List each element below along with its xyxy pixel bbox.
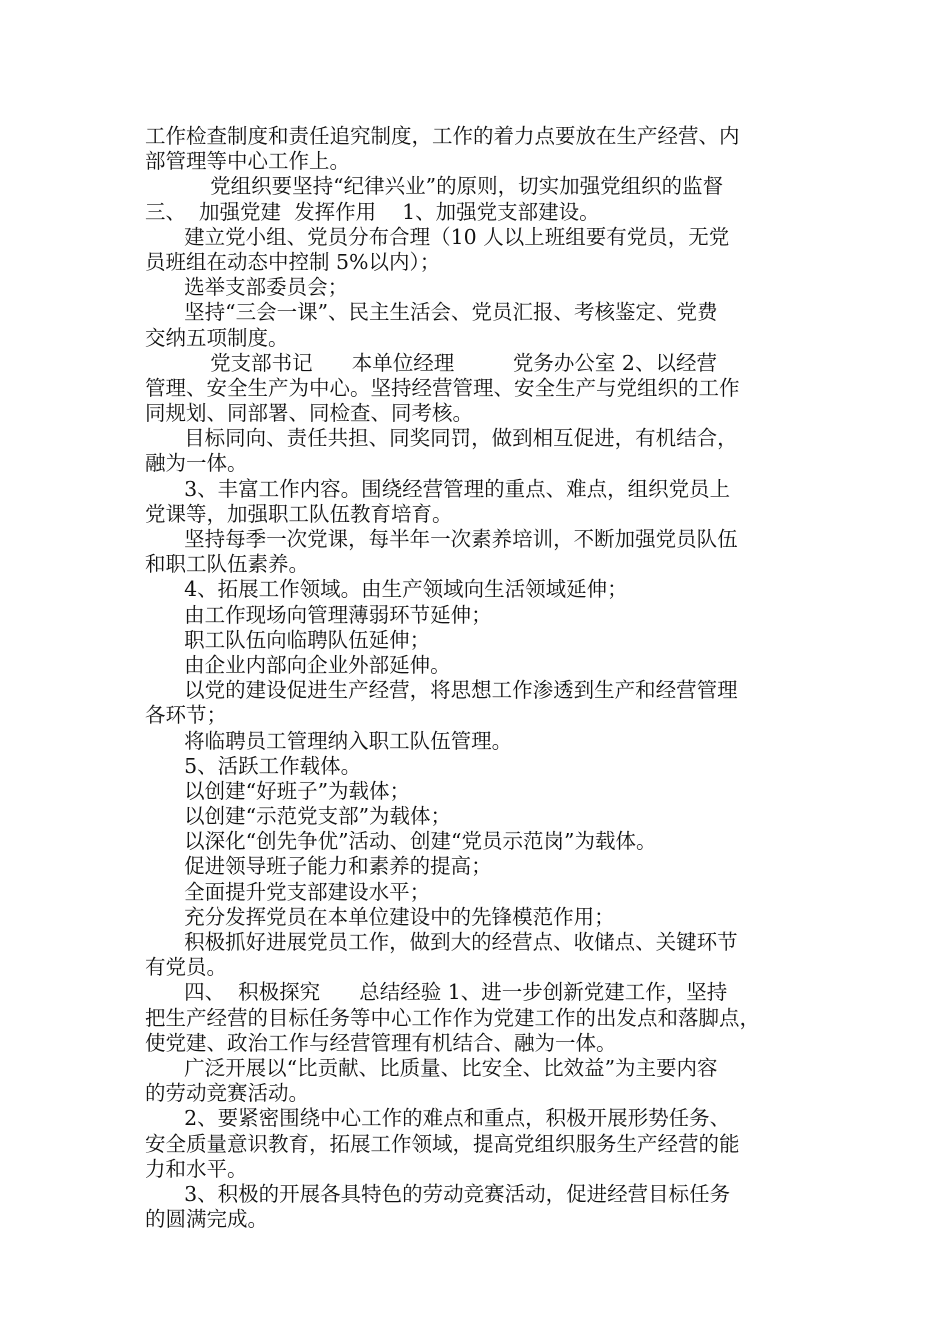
text-line: 坚持“三会一课”、民主生活会、党员汇报、考核鉴定、党费 bbox=[145, 300, 718, 325]
text-line: 建立党小组、党员分布合理（10 人以上班组要有党员，无党 bbox=[145, 224, 730, 249]
text-line: 4、拓展工作领域。由生产领域向生活领域延伸； bbox=[145, 577, 628, 602]
text-line: 力和水平。 bbox=[145, 1156, 248, 1181]
text-line: 促进领导班子能力和素养的提高； bbox=[145, 854, 492, 879]
text-line: 有党员。 bbox=[145, 955, 227, 980]
text-line: 的圆满完成。 bbox=[145, 1207, 268, 1232]
text-line: 广泛开展以“比贡献、比质量、比安全、比效益”为主要内容 bbox=[145, 1055, 718, 1080]
text-line: 把生产经营的目标任务等中心工作作为党建工作的出发点和落脚点， bbox=[145, 1005, 760, 1030]
text-line: 由工作现场向管理薄弱环节延伸； bbox=[145, 602, 492, 627]
text-line: 坚持每季一次党课，每半年一次素养培训，不断加强党员队伍 bbox=[145, 527, 738, 551]
text-line: 员班组在动态中控制 5%以内）； bbox=[145, 249, 441, 274]
text-line: 以创建“示范党支部”为载体； bbox=[145, 804, 452, 829]
text-line: 党支部书记 本单位经理 党务办公室 2、以经营 bbox=[145, 350, 717, 375]
text-line: 管理、安全生产为中心。坚持经营管理、安全生产与党组织的工作 bbox=[145, 375, 740, 400]
text-line: 全面提升党支部建设水平； bbox=[145, 879, 431, 904]
text-line: 5、活跃工作载体。 bbox=[145, 753, 362, 778]
document-body bbox=[145, 124, 835, 1232]
text-line: 充分发挥党员在本单位建设中的先锋模范作用； bbox=[145, 904, 615, 929]
text-line: 的劳动竞赛活动。 bbox=[145, 1081, 309, 1106]
text-line: 将临聘员工管理纳入职工队伍管理。 bbox=[145, 728, 513, 753]
text-line: 3、积极的开展各具特色的劳动竞赛活动，促进经营目标任务 bbox=[145, 1181, 731, 1206]
text-line: 三、 加强党建 发挥作用 1、加强党支部建设。 bbox=[145, 199, 600, 224]
text-line: 同规划、同部署、同检查、同考核。 bbox=[145, 401, 473, 426]
text-line: 各环节； bbox=[145, 703, 227, 728]
text-line: 和职工队伍素养。 bbox=[145, 552, 309, 577]
text-line: 交纳五项制度。 bbox=[145, 325, 289, 350]
text-line: 以创建“好班子”为载体； bbox=[145, 778, 411, 803]
text-line: 2、要紧密围绕中心工作的难点和重点，积极开展形势任务、 bbox=[145, 1106, 731, 1131]
text-line: 工作检查制度和责任追究制度，工作的着力点要放在生产经营、内 bbox=[145, 124, 740, 148]
text-line: 使党建、政治工作与经营管理有机结合、融为一体。 bbox=[145, 1030, 617, 1055]
text-line: 职工队伍向临聘队伍延伸； bbox=[145, 627, 431, 652]
text-line: 党课等，加强职工队伍教育培育。 bbox=[145, 501, 453, 526]
text-line: 党组织要坚持“纪律兴业”的原则，切实加强党组织的监督 bbox=[145, 174, 724, 199]
text-line: 以党的建设促进生产经营，将思想工作渗透到生产和经营管理 bbox=[145, 678, 738, 703]
text-line: 目标同向、责任共担、同奖同罚，做到相互促进，有机结合， bbox=[145, 426, 738, 451]
text-line: 积极抓好进展党员工作，做到大的经营点、收储点、关键环节 bbox=[145, 930, 738, 954]
text-line: 3、丰富工作内容。围绕经营管理的重点、难点，组织党员上 bbox=[145, 476, 731, 501]
text-line: 由企业内部向企业外部延伸。 bbox=[145, 652, 451, 677]
text-line: 部管理等中心工作上。 bbox=[145, 149, 350, 174]
text-line: 选举支部委员会； bbox=[145, 275, 349, 300]
text-line: 安全质量意识教育，拓展工作领域，提高党组织服务生产经营的能 bbox=[145, 1131, 740, 1156]
text-line: 以深化“创先争优”活动、创建“党员示范岗”为载体。 bbox=[145, 829, 657, 854]
text-line: 四、 积极探究 总结经验 1、进一步创新党建工作，坚持 bbox=[145, 980, 728, 1005]
text-line: 融为一体。 bbox=[145, 451, 248, 476]
